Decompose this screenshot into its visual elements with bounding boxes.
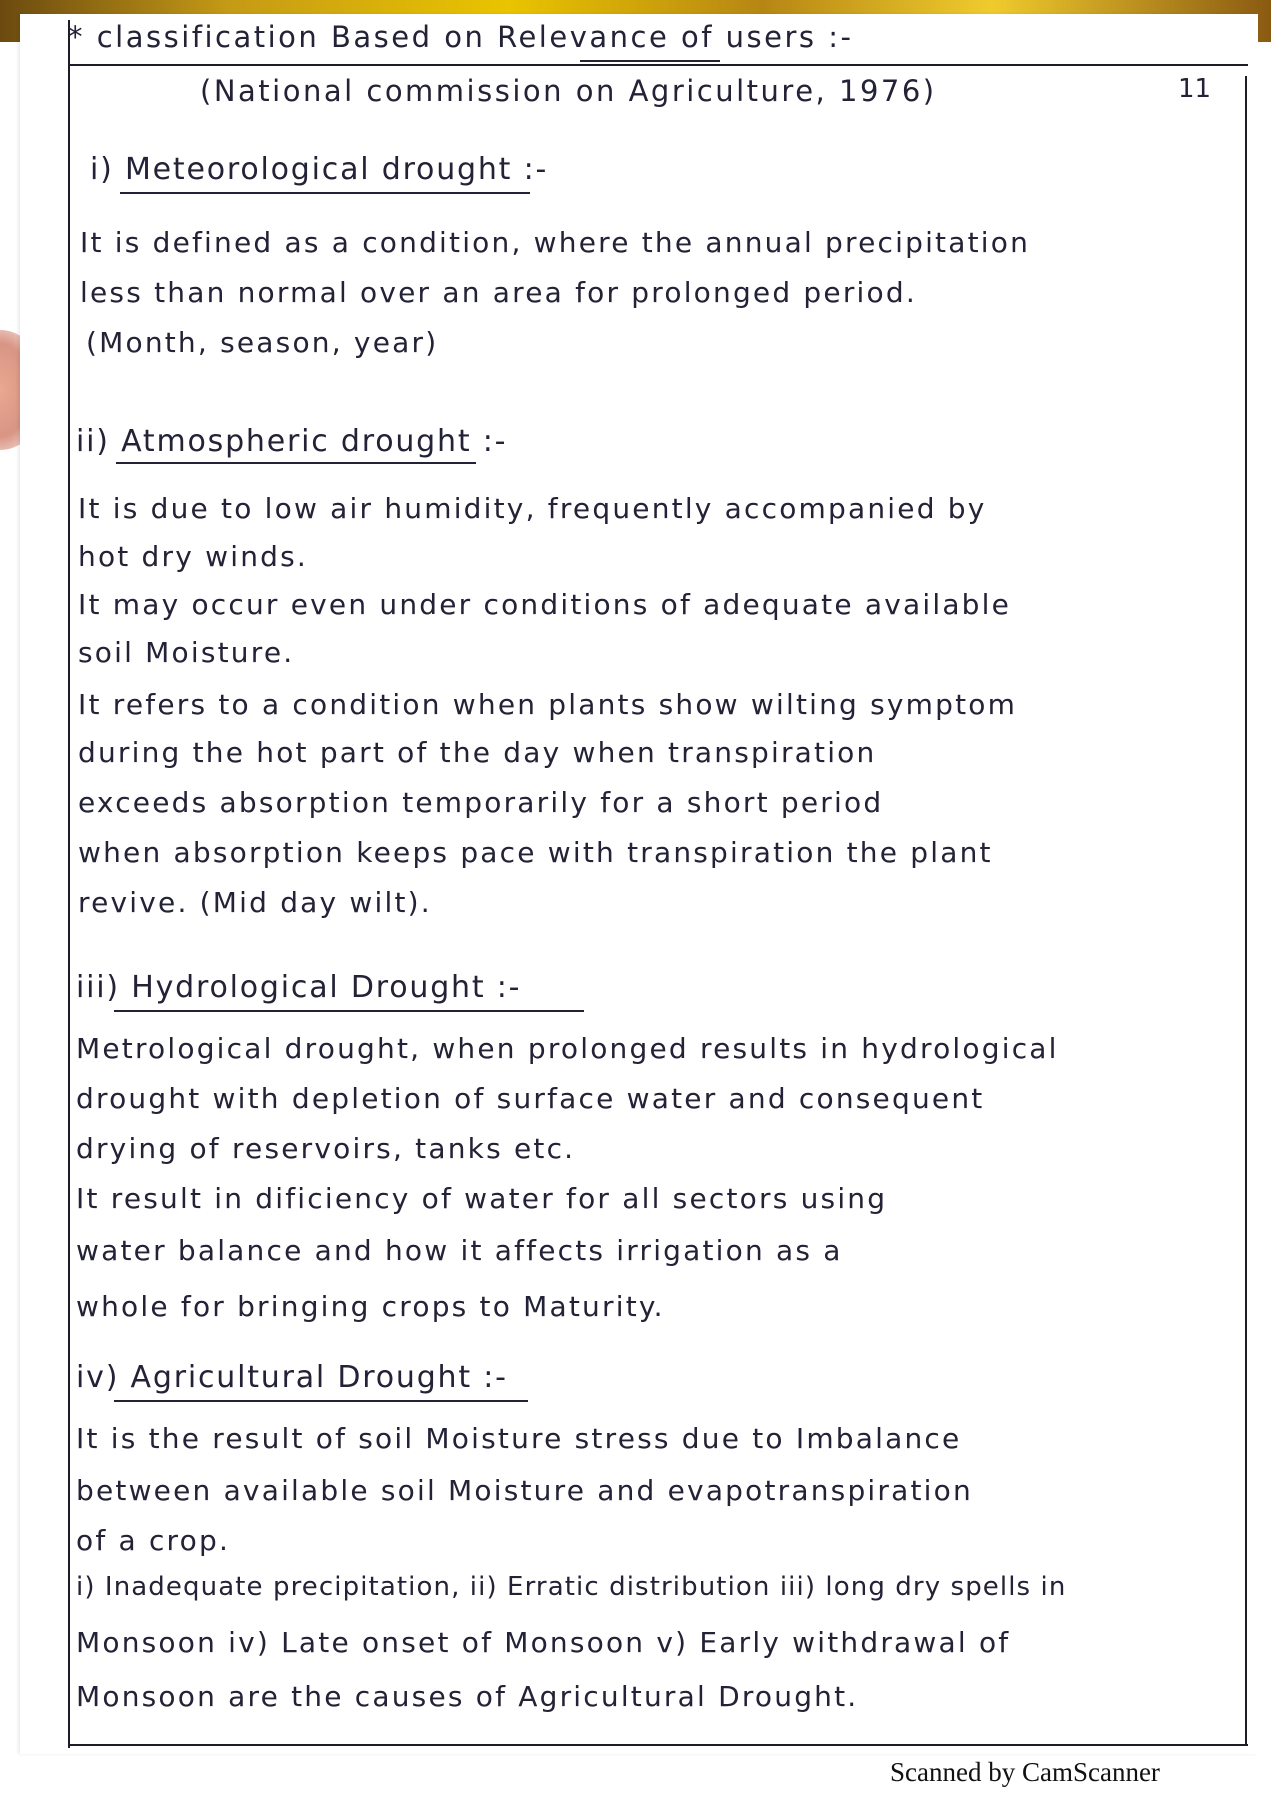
text-line: water balance and how it affects irrigation as a <box>76 1234 843 1267</box>
page-subtitle: (National commission on Agriculture, 1976) <box>200 74 937 108</box>
bottom-rule <box>68 1744 1248 1746</box>
text-line: i) Inadequate precipitation, ii) Erratic distribution iii) long dry spells in <box>76 1572 1067 1602</box>
text-line: (Month, season, year) <box>86 326 439 359</box>
heading-underline <box>114 1010 584 1012</box>
text-line: whole for bringing crops to Maturity. <box>76 1290 665 1323</box>
section-heading: iv) Agricultural Drought :- <box>76 1360 508 1395</box>
title-underline <box>580 60 720 62</box>
text-line: of a crop. <box>76 1524 231 1557</box>
text-line: when absorption keeps pace with transpiration the plant <box>78 836 993 869</box>
text-line: It may occur even under conditions of adequate available <box>78 588 1012 621</box>
text-line: soil Moisture. <box>78 636 295 669</box>
page-title: * classification Based on Relevance of users :- <box>68 20 854 54</box>
text-line: It is due to low air humidity, frequently accompanied by <box>78 492 987 525</box>
text-line: Monsoon are the causes of Agricultural Drought. <box>76 1680 859 1713</box>
text-line: during the hot part of the day when transpiration <box>78 736 877 769</box>
text-line: It refers to a condition when plants show wilting symptom <box>78 688 1018 721</box>
section-heading: ii) Atmospheric drought :- <box>76 424 508 459</box>
notebook-page <box>20 14 1258 1754</box>
scanner-watermark: Scanned by CamScanner <box>890 1757 1160 1787</box>
text-line: drying of reservoirs, tanks etc. <box>76 1132 576 1165</box>
heading-underline <box>114 1400 528 1402</box>
text-line: It is the result of soil Moisture stress due to Imbalance <box>76 1422 962 1455</box>
text-line: less than normal over an area for prolonged period. <box>80 276 917 309</box>
heading-underline <box>120 192 530 194</box>
section-heading: iii) Hydrological Drought :- <box>76 970 522 1005</box>
text-line: Monsoon iv) Late onset of Monsoon v) Early withdrawal of <box>76 1626 1011 1659</box>
text-line: It result in dificiency of water for all sectors using <box>76 1182 888 1215</box>
margin-line <box>68 20 70 1748</box>
right-margin-line <box>1245 76 1247 1746</box>
text-line: exceeds absorption temporarily for a short period <box>78 786 884 819</box>
text-line: It is defined as a condition, where the annual precipitation <box>80 226 1031 259</box>
top-rule <box>68 64 1248 66</box>
text-line: drought with depletion of surface water and consequent <box>76 1082 985 1115</box>
text-line: hot dry winds. <box>78 540 308 573</box>
text-line: between available soil Moisture and evapotranspiration <box>76 1474 973 1507</box>
section-heading: i) Meteorological drought :- <box>90 152 549 187</box>
text-line: Metrological drought, when prolonged results in hydrological <box>76 1032 1059 1065</box>
text-line: revive. (Mid day wilt). <box>78 886 432 919</box>
heading-underline <box>116 462 476 464</box>
page-number: 11 <box>1178 74 1212 104</box>
